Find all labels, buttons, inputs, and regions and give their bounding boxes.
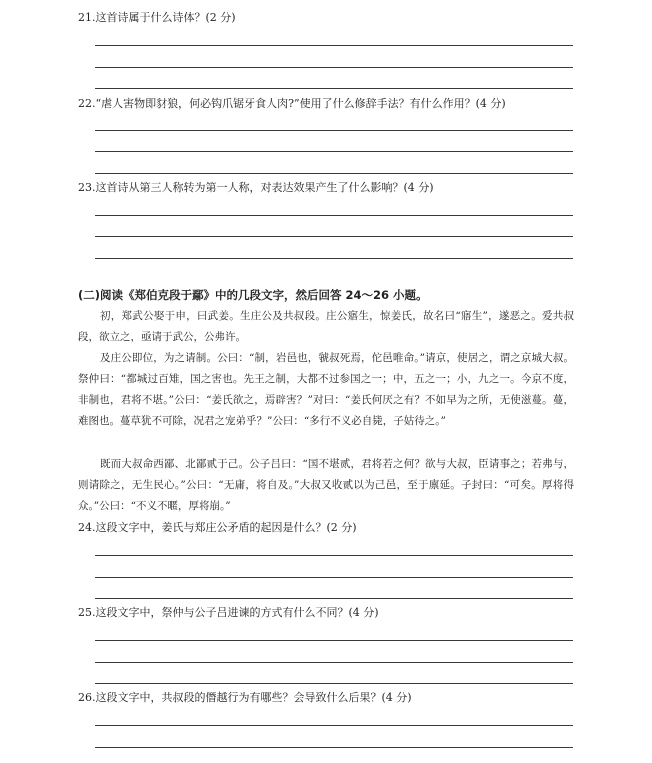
answer-line[interactable] [95,45,573,46]
answer-line[interactable] [95,258,573,259]
answer-line[interactable] [95,67,573,68]
answer-line[interactable] [95,683,573,684]
answer-line[interactable] [95,747,573,748]
question-26: 26.这段文字中，共叔段的僭越行为有哪些？会导致什么后果？(4 分) [78,691,412,704]
answer-line[interactable] [95,555,573,556]
answer-line[interactable] [95,130,573,131]
passage-paragraph-1: 初，郑武公娶于申，曰武姜。生庄公及共叔段。庄公寤生，惊姜氏，故名曰“寤生”，遂恶之。爱共叔段，欲立之，亟请于武公，公弗许。 [78,310,574,343]
answer-line[interactable] [95,236,573,237]
answer-line[interactable] [95,598,573,599]
passage-paragraph-3: 既而大叔命西鄙、北鄙贰于己。公子吕曰：“国不堪贰，君将若之何？欲与大叔，臣请事之；若弗与，则请除之，无生民心。”公曰：“无庸，将自及。”大叔又收贰以为己邑，至于廪延。子封曰：“可矣。厚将得众。”公曰：“不义不暱，厚将崩。” [78,458,574,512]
answer-line[interactable] [95,151,573,152]
question-21: 21.这首诗属于什么诗体？(2 分) [78,11,236,24]
answer-line[interactable] [95,88,573,89]
question-22: 22.“虐人害物即豺狼，何必钩爪锯牙食人肉?”使用了什么修辞手法？有什么作用？(4 分) [78,97,506,110]
answer-line[interactable] [95,662,573,663]
answer-line[interactable] [95,577,573,578]
question-23: 23.这首诗从第三人称转为第一人称，对表达效果产生了什么影响？(4 分) [78,181,434,194]
question-24: 24.这段文字中，姜氏与郑庄公矛盾的起因是什么？(2 分) [78,521,357,534]
answer-line[interactable] [95,173,573,174]
answer-line[interactable] [95,640,573,641]
answer-line[interactable] [95,725,573,726]
question-25: 25.这段文字中，祭仲与公子吕进谏的方式有什么不同？(4 分) [78,606,379,619]
section-title: (二)阅读《郑伯克段于鄢》中的几段文字，然后回答 24～26 小题。 [78,288,428,302]
answer-line[interactable] [95,215,573,216]
passage-paragraph-2: 及庄公即位，为之请制。公曰：“制，岩邑也，虢叔死焉，佗邑唯命。”请京，使居之，谓之京城大叔。祭仲曰：“都城过百雉，国之害也。先王之制，大都不过参国之一；中，五之一；小，九之一。今京不度，非制也，君将不堪。”公曰：“姜氏欲之，焉辟害？”对曰：“姜氏何厌之有？不如早为之所，无使滋蔓。蔓，难图也。蔓草犹不可除，况君之宠弟乎？”公曰：“多行不义必自毙，子姑待之。” [78,352,574,427]
